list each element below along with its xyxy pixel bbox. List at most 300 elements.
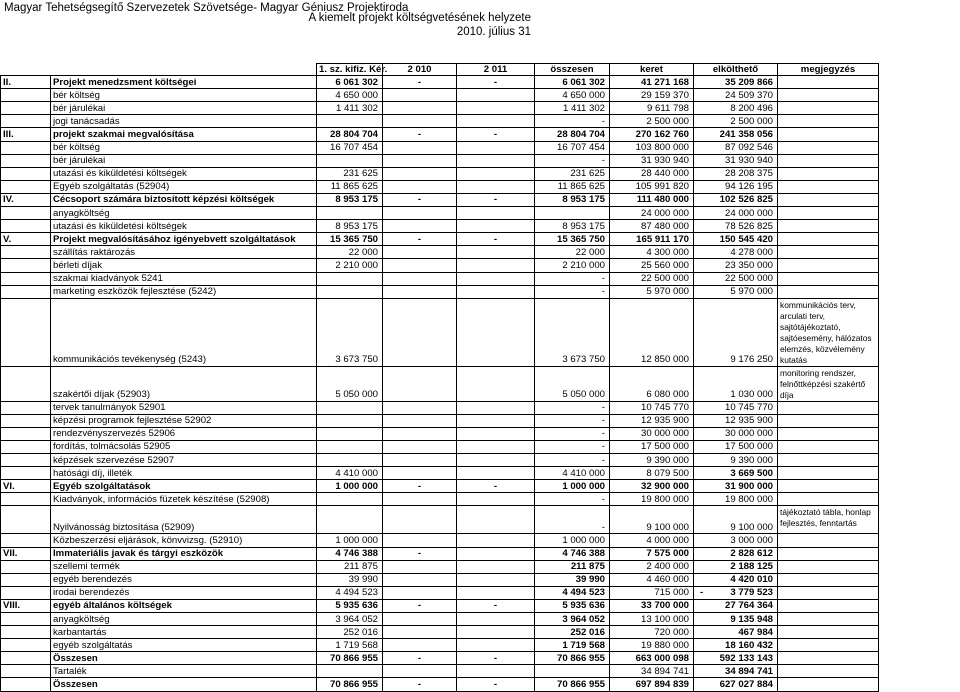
table-cell-c5: 8 079 500 [610, 467, 694, 480]
table-cell-sec [1, 89, 51, 102]
table-cell-c2: - [383, 193, 457, 206]
table-cell-sec: IV. [1, 193, 51, 206]
table-cell-c4: 1 000 000 [535, 480, 610, 493]
table-cell-sec [1, 467, 51, 480]
table-cell-c2 [383, 259, 457, 272]
table-cell-c1: 70 866 955 [317, 678, 383, 691]
table-row [1, 180, 879, 193]
table-cell-c3 [457, 259, 535, 272]
table-cell-sec: III. [1, 128, 51, 141]
table-cell-c1 [317, 493, 383, 506]
table-cell-sec [1, 401, 51, 414]
section-row [1, 76, 879, 89]
table-cell-c6 [694, 586, 778, 599]
table-cell-c4: - [535, 454, 610, 467]
table-cell-c4: 252 016 [535, 626, 610, 639]
note-cell [778, 272, 879, 285]
table-cell-c3 [457, 414, 535, 427]
table-cell-c1 [317, 207, 383, 220]
table-row [1, 626, 879, 639]
table-cell-c1: 8 953 175 [317, 220, 383, 233]
table-cell-c5: 33 700 000 [610, 599, 694, 612]
section-row [1, 547, 879, 560]
table-cell-sec [1, 180, 51, 193]
table-cell-c3 [457, 272, 535, 285]
table-cell-sec [1, 626, 51, 639]
table-cell-c6: 2 828 612 [694, 547, 778, 560]
note-cell [778, 493, 879, 506]
table-cell-c1: 15 365 750 [317, 233, 383, 246]
table-cell-c2 [383, 586, 457, 599]
note-cell [778, 76, 879, 89]
note-cell [778, 586, 879, 599]
table-cell-label: marketing eszközök fejlesztése (5242) [51, 285, 317, 298]
table-row [1, 665, 879, 678]
table-cell-c5: 2 500 000 [610, 115, 694, 128]
table-cell-c1 [317, 154, 383, 167]
organization-title: Magyar Tehetségsegítő Szervezetek Szövetsége- Magyar Géniusz Projektiroda [4, 2, 409, 14]
table-cell-c4: 6 061 302 [535, 76, 610, 89]
table-cell-c3 [457, 89, 535, 102]
table-row [1, 534, 879, 547]
table-cell-label: irodai berendezés [51, 586, 317, 599]
table-cell-label: Tartalék [51, 665, 317, 678]
table-cell-c3 [457, 115, 535, 128]
table-cell-c6: 3 000 000 [694, 534, 778, 547]
table-cell-c3 [457, 141, 535, 154]
table-cell-c4: 16 707 454 [535, 141, 610, 154]
table-cell-c4: - [535, 115, 610, 128]
table-cell-c2 [383, 141, 457, 154]
table-cell-c1: 1 000 000 [317, 534, 383, 547]
section-row [1, 652, 879, 665]
table-cell-c1 [317, 506, 383, 534]
note-cell [778, 207, 879, 220]
table-cell-c3: - [457, 76, 535, 89]
table-cell-c3 [457, 573, 535, 586]
table-cell-label: rendezvényszervezés 52906 [51, 427, 317, 440]
table-cell-c2 [383, 89, 457, 102]
table-cell-c4: 2 210 000 [535, 259, 610, 272]
table-cell-sec [1, 207, 51, 220]
table-cell-label: bér költség [51, 141, 317, 154]
table-cell-c2: - [383, 76, 457, 89]
dash-prefix: - [700, 587, 704, 599]
table-cell-c5: 22 500 000 [610, 272, 694, 285]
table-cell-c1 [317, 401, 383, 414]
table-cell-c1 [317, 427, 383, 440]
note-cell [778, 141, 879, 154]
table-cell-sec [1, 493, 51, 506]
table-cell-c5: 9 611 798 [610, 102, 694, 115]
table-cell-label: szakmai kiadványok 5241 [51, 272, 317, 285]
table-cell-c2 [383, 467, 457, 480]
table-cell-c2 [383, 506, 457, 534]
section-row [1, 480, 879, 493]
table-cell-c2 [383, 440, 457, 453]
table-cell-sec [1, 639, 51, 652]
table-cell-sec [1, 285, 51, 298]
table-cell-c5: 111 480 000 [610, 193, 694, 206]
table-cell-c1: 3 673 750 [317, 298, 383, 366]
table-cell-sec [1, 246, 51, 259]
table-row [1, 573, 879, 586]
note-cell [778, 401, 879, 414]
table-row [1, 141, 879, 154]
table-cell-label: utazási és kiküldetési költségek [51, 167, 317, 180]
table-cell-c6: 22 500 000 [694, 272, 778, 285]
table-cell-c4: 1 719 568 [535, 639, 610, 652]
table-cell-c3: - [457, 233, 535, 246]
table-cell-c1: 6 061 302 [317, 76, 383, 89]
table-cell-c5: 5 970 000 [610, 285, 694, 298]
table-row [1, 89, 879, 102]
table-cell-c4: 1 411 302 [535, 102, 610, 115]
table-row [1, 220, 879, 233]
table-cell-c4: 4 410 000 [535, 467, 610, 480]
table-cell-c4: 5 050 000 [535, 366, 610, 401]
table-cell-sec: VII. [1, 547, 51, 560]
table-cell-c1: 1 000 000 [317, 480, 383, 493]
table-cell-c6: 9 100 000 [694, 506, 778, 534]
table-cell-c4: 15 365 750 [535, 233, 610, 246]
table-cell-c3 [457, 102, 535, 115]
table-cell-c2 [383, 573, 457, 586]
table-cell-c2: - [383, 652, 457, 665]
table-cell-c1: 1 411 302 [317, 102, 383, 115]
table-cell-c1: 4 494 523 [317, 586, 383, 599]
table-cell-c3 [457, 440, 535, 453]
table-cell-c5: 28 440 000 [610, 167, 694, 180]
table-cell-c2: - [383, 678, 457, 691]
table-cell-c5: 105 991 820 [610, 180, 694, 193]
table-cell-label: Közbeszerzési eljárások, könvvizsg. (52910) [51, 534, 317, 547]
table-cell-c1: 11 865 625 [317, 180, 383, 193]
table-cell-sec [1, 154, 51, 167]
table-cell-c4: - [535, 154, 610, 167]
table-cell-c5: 34 894 741 [610, 665, 694, 678]
table-cell-c5: 2 400 000 [610, 560, 694, 573]
table-cell-c1: 8 953 175 [317, 193, 383, 206]
table-cell-c3 [457, 427, 535, 440]
table-cell-c6: 27 764 364 [694, 599, 778, 612]
note-cell [778, 560, 879, 573]
table-row [1, 259, 879, 272]
table-cell-c1: 16 707 454 [317, 141, 383, 154]
note-cell [778, 547, 879, 560]
table-cell-sec [1, 560, 51, 573]
table-cell-c1: 231 625 [317, 167, 383, 180]
table-cell-c3 [457, 207, 535, 220]
table-row [1, 207, 879, 220]
table-cell-label: kommunikációs tevékenység (5243) [51, 298, 317, 366]
table-cell-c3 [457, 167, 535, 180]
table-cell-c6: 87 092 546 [694, 141, 778, 154]
table-cell-sec [1, 613, 51, 626]
table-cell-c2 [383, 560, 457, 573]
table-cell-c5: 19 800 000 [610, 493, 694, 506]
note-cell: kommunikációs terv, arculati terv, sajtótájékoztató, sajtóesemény, hálózatos elemzés, közvélemény kutatás [778, 298, 879, 366]
table-row [1, 586, 879, 599]
table-cell-c2 [383, 246, 457, 259]
table-row [1, 285, 879, 298]
table-cell-c2 [383, 401, 457, 414]
table-cell-label: bér járulékai [51, 154, 317, 167]
table-cell-c5: 4 460 000 [610, 573, 694, 586]
table-cell-label: Immateriális javak és tárgyi eszközök [51, 547, 317, 560]
table-cell-c6: 24 000 000 [694, 207, 778, 220]
table-cell-c2: - [383, 480, 457, 493]
table-cell-c6: 592 133 143 [694, 652, 778, 665]
table-cell-label: Nyilvánosság biztosítása (52909) [51, 506, 317, 534]
table-cell-c5: 720 000 [610, 626, 694, 639]
table-cell-label: egyéb berendezés [51, 573, 317, 586]
table-cell-c5: 12 935 900 [610, 414, 694, 427]
table-cell-c6: 467 984 [694, 626, 778, 639]
table-cell-c2 [383, 414, 457, 427]
table-cell-c2: - [383, 233, 457, 246]
table-cell-sec [1, 141, 51, 154]
note-cell [778, 414, 879, 427]
table-cell-c4: 211 875 [535, 560, 610, 573]
note-cell [778, 233, 879, 246]
table-cell-c3 [457, 454, 535, 467]
table-cell-c2 [383, 115, 457, 128]
table-cell-c5: 6 080 000 [610, 366, 694, 401]
table-cell-c2 [383, 285, 457, 298]
table-cell-c3 [457, 665, 535, 678]
table-cell-c1 [317, 440, 383, 453]
table-cell-c6: 4 420 010 [694, 573, 778, 586]
table-cell-c4: - [535, 506, 610, 534]
table-cell-c1: 3 964 052 [317, 613, 383, 626]
table-cell-c1 [317, 272, 383, 285]
table-cell-sec [1, 102, 51, 115]
note-cell [778, 678, 879, 691]
table-cell-c5: 19 880 000 [610, 639, 694, 652]
table-cell-c4: 4 494 523 [535, 586, 610, 599]
table-cell-c5: 30 000 000 [610, 427, 694, 440]
table-cell-c3 [457, 298, 535, 366]
table-cell-c2 [383, 639, 457, 652]
table-row [1, 560, 879, 573]
section-row [1, 193, 879, 206]
table-cell-sec [1, 678, 51, 691]
col-header: 1. sz. kifiz. Kér. [317, 64, 383, 76]
table-cell-sec: VIII. [1, 599, 51, 612]
table-cell-c2 [383, 665, 457, 678]
table-cell-label: Projekt menedzsment költségei [51, 76, 317, 89]
table-cell-c1: 5 935 636 [317, 599, 383, 612]
note-cell [778, 599, 879, 612]
table-cell-label: anyagköltség [51, 207, 317, 220]
table-cell-c1: 2 210 000 [317, 259, 383, 272]
table-cell-label: képzési programok fejlesztése 52902 [51, 414, 317, 427]
table-cell-c6: 30 000 000 [694, 427, 778, 440]
table-cell-c1 [317, 285, 383, 298]
table-cell-c1: 22 000 [317, 246, 383, 259]
table-cell-c3 [457, 547, 535, 560]
table-cell-c3 [457, 401, 535, 414]
table-cell-c6: 28 208 375 [694, 167, 778, 180]
table-cell-c3 [457, 639, 535, 652]
table-cell-c4: 4 746 388 [535, 547, 610, 560]
table-cell-c5: 165 911 170 [610, 233, 694, 246]
table-cell-c2 [383, 534, 457, 547]
table-cell-c6: 31 900 000 [694, 480, 778, 493]
col-header: 2 010 [383, 64, 457, 76]
table-cell-label: bér költség [51, 89, 317, 102]
table-cell-c1: 4 746 388 [317, 547, 383, 560]
table-cell-c1: 1 719 568 [317, 639, 383, 652]
table-cell-c5: 697 894 839 [610, 678, 694, 691]
table-cell-sec: V. [1, 233, 51, 246]
table-cell-c6: 9 390 000 [694, 454, 778, 467]
table-cell-c3 [457, 366, 535, 401]
table-cell-label: Összesen [51, 678, 317, 691]
note-cell [778, 534, 879, 547]
table-cell-label: Cécsoport számára biztosított képzési költségek [51, 193, 317, 206]
note-cell [778, 154, 879, 167]
table-cell-c4: - [535, 440, 610, 453]
table-cell-c5: 103 800 000 [610, 141, 694, 154]
table-cell-c1 [317, 454, 383, 467]
section-row [1, 233, 879, 246]
table-row [1, 454, 879, 467]
table-row [1, 401, 879, 414]
table-cell-c1: 5 050 000 [317, 366, 383, 401]
table-cell-c5: 10 745 770 [610, 401, 694, 414]
table-cell-label: jogi tanácsadás [51, 115, 317, 128]
table-cell-c2 [383, 167, 457, 180]
table-cell-c4: 22 000 [535, 246, 610, 259]
note-cell [778, 115, 879, 128]
note-cell [778, 193, 879, 206]
table-row [1, 613, 879, 626]
table-row [1, 102, 879, 115]
table-cell-c2: - [383, 547, 457, 560]
note-cell [778, 259, 879, 272]
table-cell-c5: 25 560 000 [610, 259, 694, 272]
cell-value: 3 779 523 [730, 587, 773, 599]
note-cell [778, 613, 879, 626]
col-header: megjegyzés [778, 64, 879, 76]
table-cell-c4 [535, 665, 610, 678]
table-cell-c1: 70 866 955 [317, 652, 383, 665]
note-cell [778, 285, 879, 298]
table-cell-c6: 2 500 000 [694, 115, 778, 128]
table-cell-c2 [383, 102, 457, 115]
table-cell-c3 [457, 534, 535, 547]
table-cell-c1 [317, 414, 383, 427]
table-cell-label: szellemi termék [51, 560, 317, 573]
table-cell-c5: 24 000 000 [610, 207, 694, 220]
table-cell-c6: 150 545 420 [694, 233, 778, 246]
table-cell-label: fordítás, tolmácsolás 52905 [51, 440, 317, 453]
table-cell-c2 [383, 272, 457, 285]
report-date: 2010. július 31 [456, 26, 531, 38]
table-cell-c6: 24 509 370 [694, 89, 778, 102]
table-row [1, 246, 879, 259]
table-cell-sec [1, 167, 51, 180]
note-cell [778, 220, 879, 233]
table-cell-c2 [383, 220, 457, 233]
table-cell-c6: 34 894 741 [694, 665, 778, 678]
table-cell-label: bérleti díjak [51, 259, 317, 272]
note-cell [778, 454, 879, 467]
table-cell-c5: 13 100 000 [610, 613, 694, 626]
table-cell-c6: 4 278 000 [694, 246, 778, 259]
table-cell-c4: 8 953 175 [535, 220, 610, 233]
table-cell-c1 [317, 115, 383, 128]
col-header: összesen [535, 64, 610, 76]
note-cell [778, 246, 879, 259]
table-cell-c4: - [535, 285, 610, 298]
table-cell-c4: 3 964 052 [535, 613, 610, 626]
table-cell-label: anyagköltség [51, 613, 317, 626]
note-cell [778, 573, 879, 586]
table-cell-c6: 8 200 496 [694, 102, 778, 115]
table-cell-c6: 94 126 195 [694, 180, 778, 193]
table-cell-label: tervek tanulmányok 52901 [51, 401, 317, 414]
note-cell [778, 440, 879, 453]
table-cell-c1: 211 875 [317, 560, 383, 573]
table-cell-sec: VI. [1, 480, 51, 493]
note-cell [778, 89, 879, 102]
table-row [1, 639, 879, 652]
table-cell-c2 [383, 207, 457, 220]
table-cell-c4: 70 866 955 [535, 652, 610, 665]
table-cell-c4: 231 625 [535, 167, 610, 180]
table-cell-c4: 11 865 625 [535, 180, 610, 193]
note-cell [778, 102, 879, 115]
table-cell-c4: 4 650 000 [535, 89, 610, 102]
table-cell-c6: 9 135 948 [694, 613, 778, 626]
note-cell [778, 467, 879, 480]
table-cell-c2 [383, 427, 457, 440]
col-header: keret [610, 64, 694, 76]
table-cell-label: egyéb általános költségek [51, 599, 317, 612]
table-cell-c5: 29 159 370 [610, 89, 694, 102]
table-cell-c6: 627 027 884 [694, 678, 778, 691]
table-cell-c3 [457, 560, 535, 573]
table-cell-c2 [383, 493, 457, 506]
table-row [1, 506, 879, 534]
table-cell-c3: - [457, 128, 535, 141]
table-cell-c3 [457, 613, 535, 626]
note-cell [778, 480, 879, 493]
table-cell-c6: 5 970 000 [694, 285, 778, 298]
table-cell-c5: 9 100 000 [610, 506, 694, 534]
budget-table [0, 63, 879, 692]
table-row [1, 154, 879, 167]
table-cell-c3 [457, 467, 535, 480]
table-cell-sec: II. [1, 76, 51, 89]
table-cell-c4: - [535, 272, 610, 285]
table-cell-c3 [457, 586, 535, 599]
table-cell-c1: 39 990 [317, 573, 383, 586]
table-cell-c6: 23 350 000 [694, 259, 778, 272]
table-cell-c4: 8 953 175 [535, 193, 610, 206]
table-cell-c6: 241 358 056 [694, 128, 778, 141]
table-cell-sec [1, 414, 51, 427]
table-cell-c4 [535, 207, 610, 220]
table-cell-label: karbantartás [51, 626, 317, 639]
table-cell-c5: 4 300 000 [610, 246, 694, 259]
table-cell-c1: 4 410 000 [317, 467, 383, 480]
table-cell-c6: 18 160 432 [694, 639, 778, 652]
table-cell-c5: 41 271 168 [610, 76, 694, 89]
